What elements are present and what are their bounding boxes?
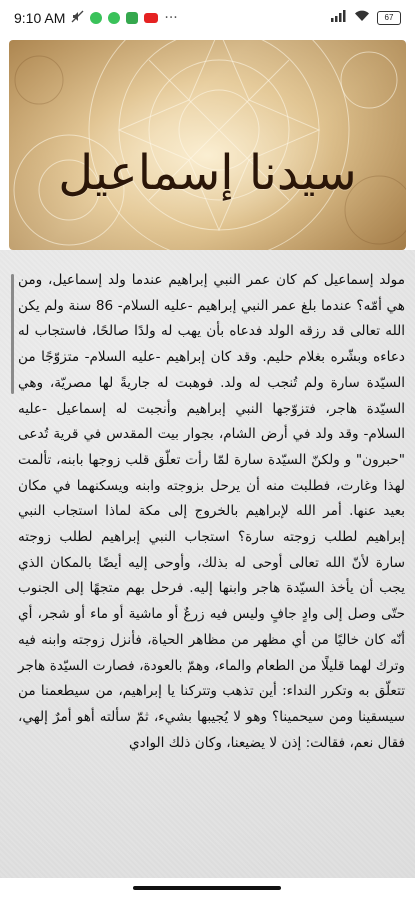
status-bar [0, 0, 415, 36]
scrollbar[interactable] [11, 274, 14, 394]
status-time: 9:10 AM [14, 10, 66, 26]
mute-icon [71, 10, 84, 27]
signal-icon [331, 10, 347, 26]
youtube-icon [144, 13, 158, 23]
wifi-icon [354, 10, 370, 26]
whatsapp-icon [108, 12, 120, 24]
battery-icon: 67 [377, 11, 401, 25]
status-right [331, 10, 401, 26]
more-dots-icon: ··· [164, 10, 178, 26]
status-left [14, 10, 178, 27]
header-image [9, 40, 406, 250]
navigation-bar [0, 878, 415, 900]
article-body[interactable] [0, 250, 415, 878]
home-indicator[interactable] [133, 886, 281, 890]
article-text: مولد إسماعيل كم كان عمر النبي إبراهيم عندما ولد إسماعيل، ومن هي أمّه؟ عندما بلغ عمر النبي إبراهيم -عليه السلام- 86 سنة ولم يكن الله تعالى قد رزقه الولد فدعاه بأن يهب له ولدًا صالحًا، فاستجاب له دعاءه وبشّره بغلام حليم. وقد كان إبراهيم -عليه السلام- متزوّجًا من السيّدة سارة ولم تُنجب له ولد. فوهبت له جاريةً لها مصريّة، وهي السيّدة هاجر، فتزوّجها النبي إبراهيم وأنجبت له إسماعيل -عليه السلام- وقد ولد في أرض الشام، بجوار بيت المقدس في قرية تُدعى "حبرون" و ولكنّ السيّدة سارة لمّا رأت تعلّق قلب زوجها بابنه، تألمت لهذا وغارت، فطلبت منه أن يرحل بزوجته وابنه ويسكنهما في مكان بعيد عنها. أمر الله لإبراهيم بالخروج إلى مكة لماذا استجاب النبي إبراهيم لطلب زوجته سارة؟ استجاب النبي إبراهيم لطلب زوجته سارة لأنّ الله تعالى أوحى له بذلك، وأوحى إليه أيضًا بالمكان الذي يجب أن يأخذ السيّدة هاجر وابنها إليه. فرحل بهم متجهًا إلى الجنوب حتّى وصل إلى وادٍ جافٍ وليس فيه زرعٌ أو ماشية أو ماء أو شجر، أي أنّه كان خاليًا من أي مظهر من مظاهر الحياة، فأنزل زوجته وابنه فيه وترك لهما قليلًا من الطعام والماء، وهمّ بالعودة، فصارت السيّدة هاجر تتعلّق به وتكرر النداء: أين تذهب وتتركنا يا إبراهيم، من سيطعمنا من سيسقينا ومن سيحمينا؟ وهو لا يُجيبها بشيء، ثمّ سألته أهو أمرٌ إلهي، فقال نعم، فقالت: إذن لا يضيعنا، وكان ذلك الوادي [18, 272, 405, 751]
header-title: سيدنا إسماعيل [58, 145, 357, 201]
whatsapp-icon [90, 12, 102, 24]
message-icon [126, 12, 138, 24]
